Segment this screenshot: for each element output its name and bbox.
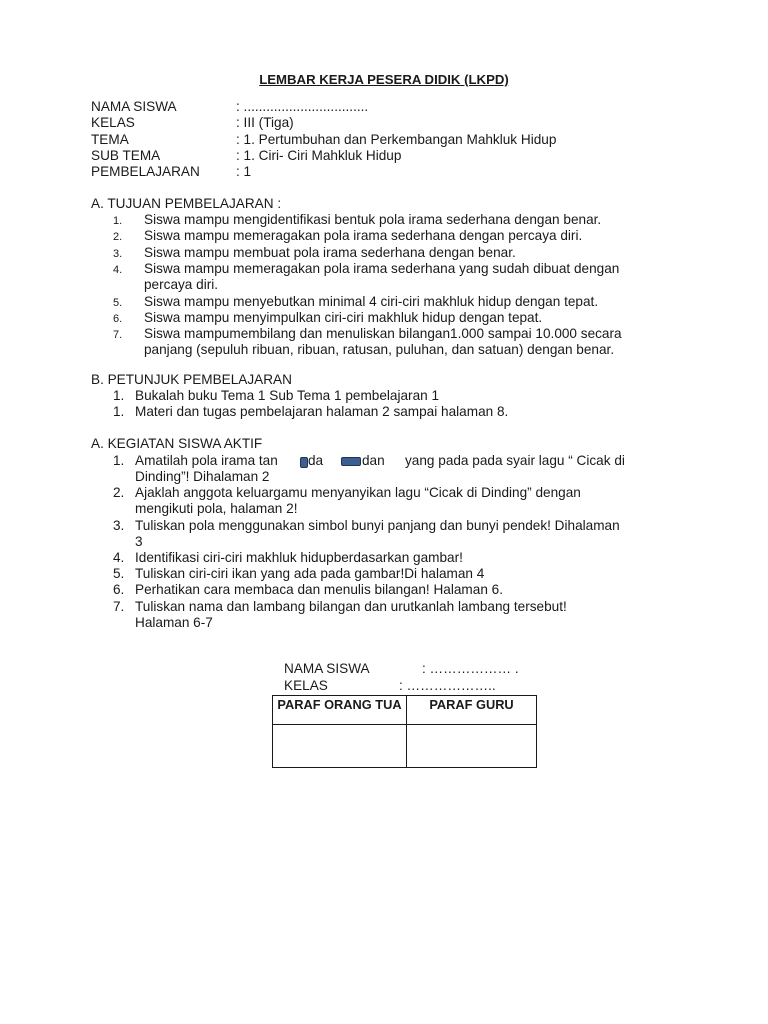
info-value: : 1. Pertumbuhan dan Perkembangan Mahkluk Hidup [236,131,557,147]
list-text: Ajaklah anggota keluargamu menyanyikan lagu “Cicak di Dinding” dengan [135,485,581,501]
list-text: Tuliskan pola menggunakan simbol bunyi panjang dan bunyi pendek! Dihalaman [135,517,620,533]
section-activities [91,436,625,630]
info-value: : 1 [236,164,252,180]
info-label: NAMA SISWA [91,99,177,114]
table-row [273,725,537,768]
info-row-lesson [91,164,711,180]
list-text: panjang (sepuluh ribuan, ribuan, ratusan, puluhan, dan satuan) dengan benar. [144,342,615,358]
info-row-class [91,115,711,131]
list-text: Siswa mampu menyimpulkan ciri-ciri makhluk hidup dengan tepat. [144,310,543,325]
footer-student-info [284,661,584,695]
info-row-name [91,99,711,115]
short-note-icon [300,457,308,468]
section-objectives [91,196,622,358]
teacher-signature-header: PARAF GURU [407,696,537,725]
info-label: SUB TEMA [91,147,161,163]
parent-signature-cell[interactable] [273,725,407,768]
footer-value: : ……………….. [399,678,496,693]
list-number: 4. [113,264,123,277]
list-text: dan [362,453,385,468]
list-text: Bukalah buku Tema 1 Sub Tema 1 pembelajaran 1 [135,388,440,403]
list-text: da [308,453,324,468]
list-number: 7. [113,598,125,614]
info-row-theme [91,132,711,148]
list-text: Amatilah pola irama tan [135,453,278,468]
list-text: mengikuti pola, halaman 2! [135,501,298,517]
info-label: KELAS [91,115,135,131]
list-text: Siswa mampu memeragakan pola irama sederhana dengan percaya diri. [144,228,583,244]
list-number: 4. [113,549,125,565]
footer-label: NAMA SISWA [284,661,370,676]
section-heading: A. KEGIATAN SISWA AKTIF [91,436,263,451]
list-text: 3 [135,533,143,549]
list-number: 2. [113,485,125,501]
list-number: 2. [113,231,123,244]
list-number: 3. [113,247,123,260]
list-number: 1. [113,215,123,227]
footer-value: : ……………… . [422,661,519,676]
list-number: 5. [113,566,125,582]
info-value: : 1. Ciri- Ciri Mahkluk Hidup [236,147,402,163]
list-text: Identifikasi ciri-ciri makhluk hidupberdasarkan gambar! [135,549,463,565]
list-number: 6. [113,582,125,598]
footer-row-name [284,661,584,678]
list-text: Materi dan tugas pembelajaran halaman 2 sampai halaman 8. [135,404,509,420]
list-text: Tuliskan ciri-ciri ikan yang ada pada gambar!Di halaman 4 [135,566,485,582]
student-info-block [91,99,711,180]
list-text: Siswa mampumembilang dan menuliskan bilangan1.000 sampai 10.000 secara [144,326,622,342]
section-heading: B. PETUNJUK PEMBELAJARAN [91,372,292,387]
info-row-subtheme [91,148,711,164]
table-row [273,696,537,725]
list-text: Dinding”! Dihalaman 2 [135,469,270,484]
footer-row-class [284,678,584,695]
list-text: yang pada pada syair lagu “ Cicak di [405,453,625,468]
list-number: 3. [113,517,125,533]
section-heading: A. TUJUAN PEMBELAJARAN : [91,196,282,211]
list-text: Perhatikan cara membaca dan menulis bilangan! Halaman 6. [135,582,503,598]
list-number: 6. [113,313,123,325]
list-number: 1. [113,453,125,468]
signature-table [272,695,537,768]
footer-label: KELAS [284,678,328,693]
teacher-signature-cell[interactable] [407,725,537,768]
list-text: Siswa mampu menyebutkan minimal 4 ciri-ciri makhluk hidup dengan tepat. [144,293,599,309]
list-number: 7. [113,329,123,342]
list-number: 1. [113,404,125,420]
list-text: percaya diri. [144,277,219,293]
parent-signature-header: PARAF ORANG TUA [273,696,407,725]
list-text: Siswa mampu mengidentifikasi bentuk pola irama sederhana dengan benar. [144,212,602,227]
list-text: Siswa mampu membuat pola irama sederhana dengan benar. [144,244,516,260]
info-label: PEMBELAJARAN [91,164,200,180]
page-title: LEMBAR KERJA PESERA DIDIK (LKPD) [259,72,509,87]
info-value: : ................................. [236,99,369,114]
list-text: Siswa mampu memeragakan pola irama sederhana yang sudah dibuat dengan [144,261,620,277]
info-value: : III (Tiga) [236,115,294,131]
list-number: 5. [113,296,123,309]
list-text: Halaman 6-7 [135,614,213,630]
section-instructions [91,372,509,420]
long-note-icon [341,457,361,466]
list-number: 1. [113,388,125,403]
info-label: TEMA [91,131,129,147]
list-text: Tuliskan nama dan lambang bilangan dan urutkanlah lambang tersebut! [135,598,567,614]
